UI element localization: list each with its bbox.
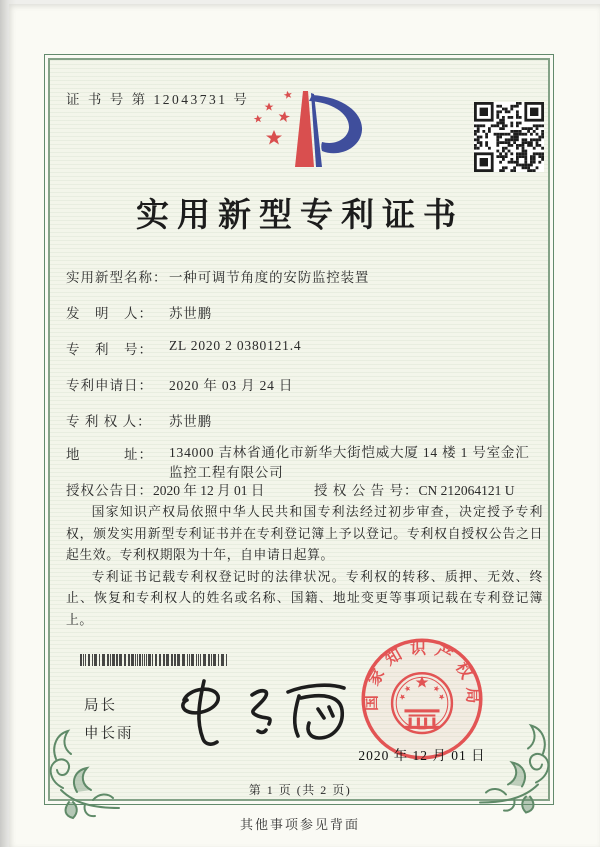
field-value: 2020 年 03 月 24 日 — [169, 378, 294, 393]
field-value: 苏世鹏 — [169, 306, 212, 321]
grant-no-value: CN 212064121 U — [418, 483, 515, 498]
field-value: 134000 吉林省通化市新华大街恺威大厦 14 楼 1 号室金汇监控工程有限公司 — [169, 445, 530, 480]
grant-row — [66, 479, 556, 499]
field-label: 发 明 人： — [66, 306, 153, 321]
seal-date: 2020 年 12 月 01 日 — [358, 748, 486, 763]
field-label: 地 址： — [66, 447, 153, 462]
page-number: 第 1 页 (共 2 页) — [248, 783, 352, 797]
field-label: 专利申请日： — [66, 378, 153, 393]
commissioner-signature — [172, 665, 372, 755]
corner-ornament-right-icon — [474, 705, 566, 820]
field-value: 一种可调节角度的安防监控装置 — [169, 270, 370, 285]
field-row-patentee — [66, 410, 546, 430]
commissioner-name: 申长雨 — [84, 726, 134, 742]
field-label: 实用新型名称： — [66, 270, 168, 285]
seal-text: 国家知识产权局 — [363, 640, 481, 712]
field-label: 专 利 权 人： — [66, 414, 152, 429]
grant-no-label: 授 权 公 告 号： — [314, 483, 419, 498]
grant-date-value: 2020 年 12 月 01 日 — [153, 483, 265, 498]
cnipa-logo-icon — [242, 85, 374, 175]
qr-code — [474, 102, 544, 172]
grant-date-label: 授权公告日： — [66, 483, 153, 498]
legal-paragraph-2: 专利证书记载专利权登记时的法律状况。专利权的转移、质押、无效、终止、恢复和专利权人的姓名或名称、国籍、地址变更等事项记载在专利登记簿上。 — [66, 569, 543, 627]
field-row-filing-date — [66, 374, 546, 394]
field-value: 苏世鹏 — [169, 414, 212, 429]
field-row-inventor — [66, 302, 546, 322]
field-row-name — [66, 266, 546, 286]
field-row-address — [66, 443, 546, 483]
legal-text-block — [66, 502, 543, 631]
certificate-number: 证 书 号 第 12043731 号 — [66, 92, 250, 107]
legal-paragraph-1: 国家知识产权局依照中华人民共和国专利法经过初步审查，决定授予专利权，颁发实用新型专利证书并在专利登记簿上予以登记。专利权自授权公告之日起生效。专利权期限为十年，自申请日起算。 — [66, 505, 543, 562]
corner-ornament-left-icon — [33, 716, 125, 820]
commissioner-title: 局长 — [84, 698, 117, 714]
field-row-patent-no — [66, 338, 546, 358]
field-value: ZL 2020 2 0380121.4 — [169, 338, 302, 353]
reverse-side-note: 其他事项参见背面 — [239, 817, 360, 832]
certificate-title: 实用新型专利证书 — [136, 198, 464, 234]
field-label: 专 利 号： — [66, 342, 153, 357]
